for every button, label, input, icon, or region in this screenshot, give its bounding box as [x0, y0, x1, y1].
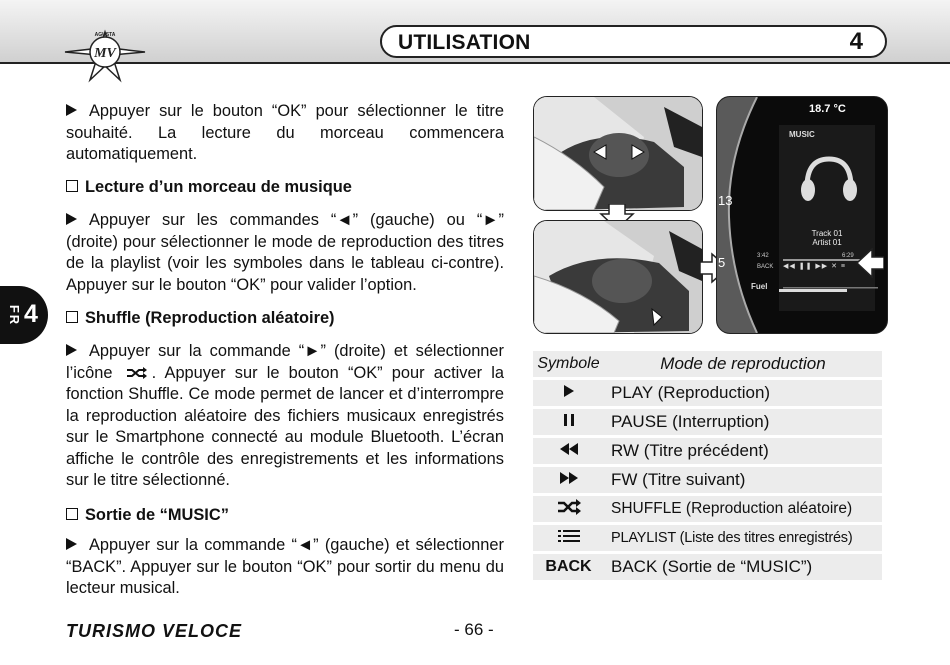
playback-mode-table	[533, 348, 882, 583]
table-row	[533, 496, 882, 522]
back-symbol: BACK	[533, 554, 604, 580]
screen-track-info	[787, 229, 867, 247]
table-row	[533, 380, 882, 406]
bullet-arrow-icon	[66, 538, 77, 550]
page-title: UTILISATION	[398, 31, 531, 54]
paragraph-play-mode: Appuyer sur les commandes “◄” (gauche) ou “►” (droite) pour sélectionner le mode de reproduction des titres de la playlist (voir les symboles dans le tableau ci-contre). Appuyer sur le bouton “OK” pour valider l’option.	[66, 211, 504, 294]
screen-transport-icons: ◀◀ ❚❚ ▶▶ ✕ ≡	[783, 263, 846, 270]
svg-text:MV: MV	[94, 46, 116, 61]
screen-side-digits: 13	[718, 193, 733, 208]
handlebar-photo-1	[533, 96, 703, 211]
play-icon	[533, 380, 604, 406]
table-row	[533, 467, 882, 493]
handlebar-control-image	[534, 97, 702, 210]
mode-label: RW (Titre précédent)	[604, 438, 882, 464]
track-name: Track 01	[811, 229, 843, 238]
time-elapsed: 3:42	[757, 253, 769, 259]
checkbox-bullet-icon	[66, 311, 78, 323]
bullet-arrow-icon	[66, 104, 77, 116]
handlebar-ok-button-image	[534, 221, 702, 333]
table-row	[533, 525, 882, 551]
checkbox-bullet-icon	[66, 508, 78, 520]
screen-music-label: MUSIC	[789, 130, 815, 139]
table-row	[533, 409, 882, 435]
screen-side-digits-2: 5	[718, 255, 726, 270]
mode-label: FW (Titre suivant)	[604, 467, 882, 493]
paragraph-exit-music: Appuyer sur la commande “◄” (gauche) et sélectionner “BACK”. Appuyer sur le bouton “OK” pour sortir du menu du lecteur musical.	[66, 536, 504, 597]
table-row	[533, 554, 882, 580]
bullet-arrow-icon	[66, 344, 77, 356]
mode-label: SHUFFLE (Reproduction aléatoire)	[604, 496, 882, 522]
heading-shuffle: Shuffle (Reproduction aléatoire)	[66, 309, 335, 328]
svg-text:AGUSTA: AGUSTA	[94, 32, 116, 38]
mode-label: BACK (Sortie de “MUSIC”)	[604, 554, 882, 580]
chapter-number: 4	[849, 28, 863, 55]
language-tab	[0, 286, 48, 344]
fuel-label: Fuel	[751, 282, 768, 291]
column-header-mode: Mode de reproduction	[604, 351, 882, 377]
mode-label: PLAY (Reproduction)	[604, 380, 882, 406]
table-row	[533, 438, 882, 464]
paragraph-shuffle: Appuyer sur la commande “►” (droite) et sélectionner l’icône . Appuyer sur le bouton “OK” pour activer la fonction Shuffle. Ce mode permet de lancer et d’interrompre la reproduction aléatoire des fichiers musicaux enregistrés sur le Smartphone connecté au module Bluetooth. L’écran affiche le contrôle des enregistrements et les informations sur le titre sélectionné.	[66, 342, 504, 489]
paragraph-select-track: Appuyer sur le bouton “OK” pour sélectionner le titre souhaité. La lecture du morceau commencera automatiquement.	[66, 102, 504, 163]
bullet-arrow-icon	[66, 213, 77, 225]
dashboard-music-screen	[716, 96, 888, 334]
screen-back-label: BACK	[757, 264, 774, 270]
rewind-icon	[533, 438, 604, 464]
language-label: FR	[7, 304, 23, 327]
heading-play-track: Lecture d’un morceau de musique	[66, 178, 352, 197]
table-header-row	[533, 351, 882, 377]
mode-label: PAUSE (Interruption)	[604, 409, 882, 435]
footer-brand-logo: TURISMO VELOCE	[66, 621, 243, 641]
playlist-icon	[533, 525, 604, 551]
page-number: - 66 -	[454, 620, 494, 639]
heading-exit-music: Sortie de “MUSIC”	[66, 506, 229, 525]
column-header-symbol: Symbole	[533, 351, 604, 377]
pause-icon	[533, 409, 604, 435]
left-arrow-icon	[856, 248, 884, 278]
temperature-readout: 18.7 °C	[809, 103, 846, 115]
time-total: 6:29	[842, 253, 854, 259]
handlebar-photo-2	[533, 220, 703, 334]
mode-label: PLAYLIST (Liste des titres enregistrés)	[604, 525, 882, 551]
artist-name: Artist 01	[812, 238, 842, 247]
fast-forward-icon	[533, 467, 604, 493]
section-title-bar	[380, 25, 887, 58]
chapter-tab-number: 4	[24, 300, 38, 328]
shuffle-inline-icon	[126, 367, 148, 379]
checkbox-bullet-icon	[66, 180, 78, 192]
brand-logo-icon	[60, 22, 150, 88]
shuffle-icon	[533, 496, 604, 522]
